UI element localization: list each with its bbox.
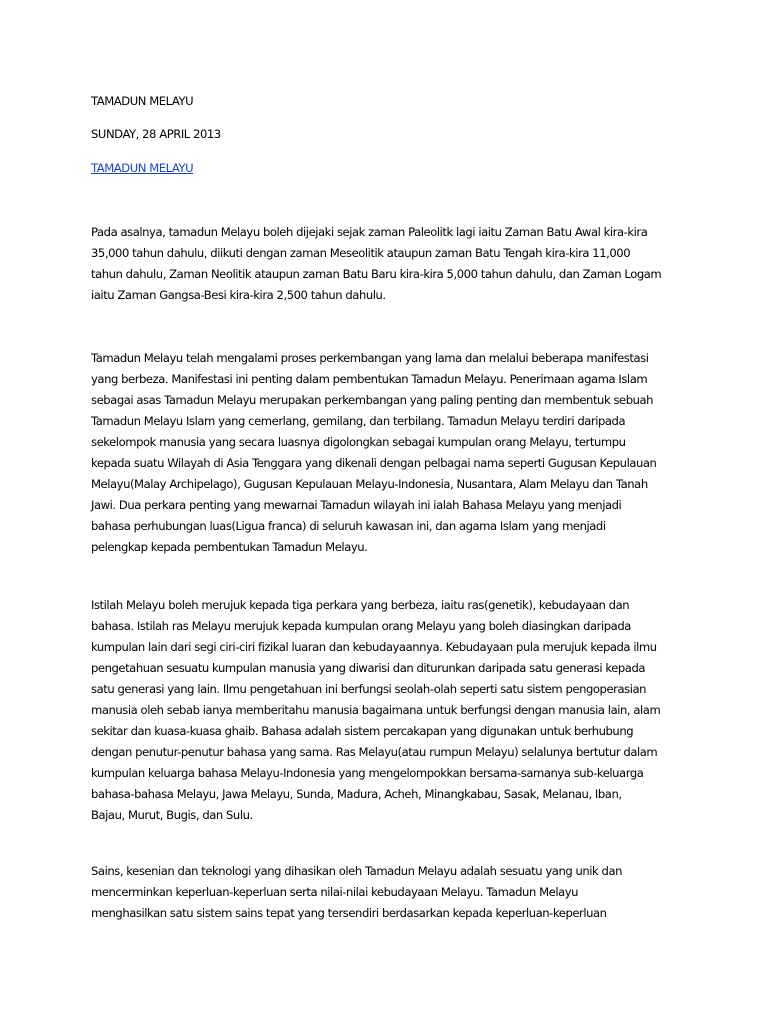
post-date: SUNDAY, 28 APRIL 2013 (91, 127, 221, 141)
paragraph-line: Sains, kesenian dan teknologi yang dihasikan oleh Tamadun Melayu adalah sesuatu yang unik dan (91, 864, 623, 878)
title-link[interactable]: TAMADUN MELAYU (91, 161, 194, 175)
paragraph-line: pengetahuan sesuatu kumpulan manusia yang diwarisi dan diturunkan daripada satu generasi kepada (91, 661, 646, 675)
paragraph-line: Melayu(Malay Archipelago), Gugusan Kepulauan Melayu-Indonesia, Nusantara, Alam Melayu dan Tanah (91, 477, 648, 491)
paragraph-line: Istilah Melayu boleh merujuk kepada tiga perkara yang berbeza, iaitu ras(genetik), kebudayaan dan (91, 598, 630, 612)
paragraph-line: bahasa perhubungan luas(Ligua franca) di seluruh kawasan ini, dan agama Islam yang menjadi (91, 519, 606, 533)
paragraph-line: 35,000 tahun dahulu, diikuti dengan zaman Meseolitik ataupun zaman Batu Tengah kira-kira 11,000 (91, 246, 631, 260)
paragraph-line: pelengkap kepada pembentukan Tamadun Melayu. (91, 540, 368, 554)
paragraph-line: bahasa. Istilah ras Melayu merujuk kepada kumpulan orang Melayu yang boleh diasingkan daripada (91, 619, 631, 633)
paragraph-line: bahasa-bahasa Melayu, Jawa Melayu, Sunda, Madura, Acheh, Minangkabau, Sasak, Melanau, Iban, (91, 787, 622, 801)
paragraph-line: kumpulan keluarga bahasa Melayu-Indonesia yang mengelompokkan bersama-samanya sub-keluarga (91, 766, 644, 780)
paragraph-line: Pada asalnya, tamadun Melayu boleh dijejaki sejak zaman Paleolitk lagi iaitu Zaman Batu Awal kira-kira (91, 225, 648, 239)
paragraph-line: kepada suatu Wilayah di Asia Tenggara yang dikenali dengan pelbagai nama seperti Gugusan Kepulauan (91, 456, 657, 470)
paragraph-line: Jawi. Dua perkara penting yang mewarnai Tamadun wilayah ini ialah Bahasa Melayu yang menjadi (91, 498, 622, 512)
paragraph-line: mencerminkan keperluan-keperluan serta nilai-nilai kebudayaan Melayu. Tamadun Melayu (91, 885, 579, 899)
paragraph-line: yang berbeza. Manifestasi ini penting dalam pembentukan Tamadun Melayu. Penerimaan agama Islam (91, 372, 648, 386)
paragraph-line: sekitar dan kuasa-kuasa ghaib. Bahasa adalah sistem percakapan yang digunakan untuk berhubung (91, 724, 634, 738)
paragraph-line: sebagai asas Tamadun Melayu merupakan perkembangan yang paling penting dan membentuk sebuah (91, 393, 654, 407)
paragraph-line: menghasilkan satu sistem sains tepat yang tersendiri berdasarkan kepada keperluan-keperluan (91, 906, 607, 920)
paragraph-line: dengan penutur-penutur bahasa yang sama. Ras Melayu(atau rumpun Melayu) selalunya bertutur dalam (91, 745, 658, 759)
paragraph-line: sekelompok manusia yang secara luasnya digolongkan sebagai kumpulan orang Melayu, tertumpu (91, 435, 626, 449)
paragraph-line: satu generasi yang lain. Ilmu pengetahuan ini berfungsi seolah-olah seperti satu sistem pengoperasian (91, 682, 647, 696)
paragraph-line: kumpulan lain dari segi ciri-ciri fizikal luaran dan kebudayaannya. Kebudayaan pula merujuk kepada ilmu (91, 640, 657, 654)
paragraph-line: tahun dahulu, Zaman Neolitik ataupun zaman Batu Baru kira-kira 5,000 tahun dahulu, dan Zaman Logam (91, 267, 662, 281)
paragraph-line: Tamadun Melayu telah mengalami proses perkembangan yang lama dan melalui beberapa manifestasi (91, 351, 649, 365)
paragraph-line: iaitu Zaman Gangsa-Besi kira-kira 2,500 tahun dahulu. (91, 288, 386, 302)
paragraph-line: Tamadun Melayu Islam yang cemerlang, gemilang, dan terbilang. Tamadun Melayu terdiri daripada (91, 414, 626, 428)
document-heading: TAMADUN MELAYU (91, 94, 194, 108)
paragraph-line: Bajau, Murut, Bugis, dan Sulu. (91, 808, 253, 822)
paragraph-line: manusia oleh sebab ianya memberitahu manusia bagaimana untuk berfungsi dengan manusia lain, alam (91, 703, 661, 717)
